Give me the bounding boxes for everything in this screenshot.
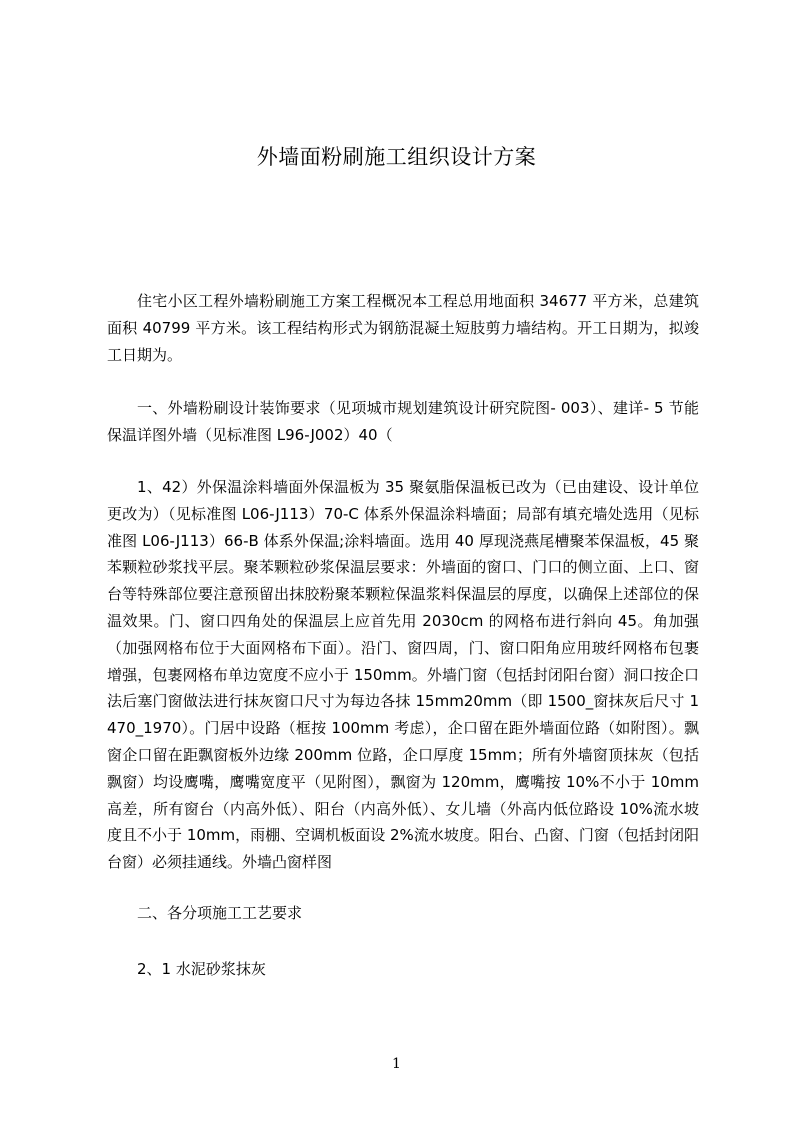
document-title: 外墙面粉刷施工组织设计方案 [256, 145, 537, 169]
page-number: 1 [392, 1056, 401, 1072]
section-two-heading: 二、各分项施工工艺要求 [137, 904, 303, 922]
subsection-heading: 2、1 水泥砂浆抹灰 [137, 960, 266, 978]
section-one-paragraph: 一、外墙粉刷设计装饰要求（见项城市规划建筑设计研究院图- 003）、建详- 5 节能保温详图外墙（见标准图 L96-J002）40（ [107, 399, 699, 444]
insulation-requirements-paragraph: 1、42）外保温涂料墙面外保温板为 35 聚氨脂保温板已改为（已由建设、设计单位更改为）（见标准图 L06-J113）70-C 体系外保温涂料墙面；局部有填充墙处选用（见标准图 L06-J113）66-B 体系外保温;涂料墙面。选用 40 厚现浇燕尾槽聚苯保温板，45 聚苯颗粒砂浆找平层。聚苯颗粒砂浆保温层要求：外墙面的窗口、门口的侧立面、上口、窗台等特殊部位要注意预留出抹胶粉聚苯颗粒保温浆料保温层的厚度，以确保上述部位的保温效果。门、窗口四角处的保温层上应首先用 2030cm 的网格布进行斜向 45。角加强（加强网格布位于大面网格布下面）。沿门、窗四周，门、窗口阳角应用玻纤网格布包裹增强，包裹网格布单边宽度不应小于 150mm。外墙门窗（包括封闭阳台窗）洞口按企口法后塞门窗做法进行抹灰窗口尺寸为每边各抹 15mm20mm（即 1500_窗抹灰后尺寸 1470_1970）。门居中设路（框按 100mm 考虑），企口留在距外墙面位路（如附图）。飘窗企口留在距飘窗板外边缘 200mm 位路，企口厚度 15mm；所有外墙窗顶抹灰（包括飘窗）均设鹰嘴，鹰嘴宽度平（见附图），飘窗为 120mm，鹰嘴按 10%不小于 10mm 高差，所有窗台（内高外低）、阳台（内高外低）、女儿墙（外高内低位路设 10%流水坡度且不小于 10mm，雨棚、空调机板面设 2%流水坡度。阳台、凸窗、门窗（包括封闭阳台窗）必须挂通线。外墙凸窗样图 [107, 478, 699, 872]
overview-paragraph: 住宅小区工程外墙粉刷施工方案工程概况本工程总用地面积 34677 平方米，总建筑面积 40799 平方米。该工程结构形式为钢筋混凝土短肢剪力墙结构。开工日期为，拟竣工日期为。 [107, 292, 699, 364]
